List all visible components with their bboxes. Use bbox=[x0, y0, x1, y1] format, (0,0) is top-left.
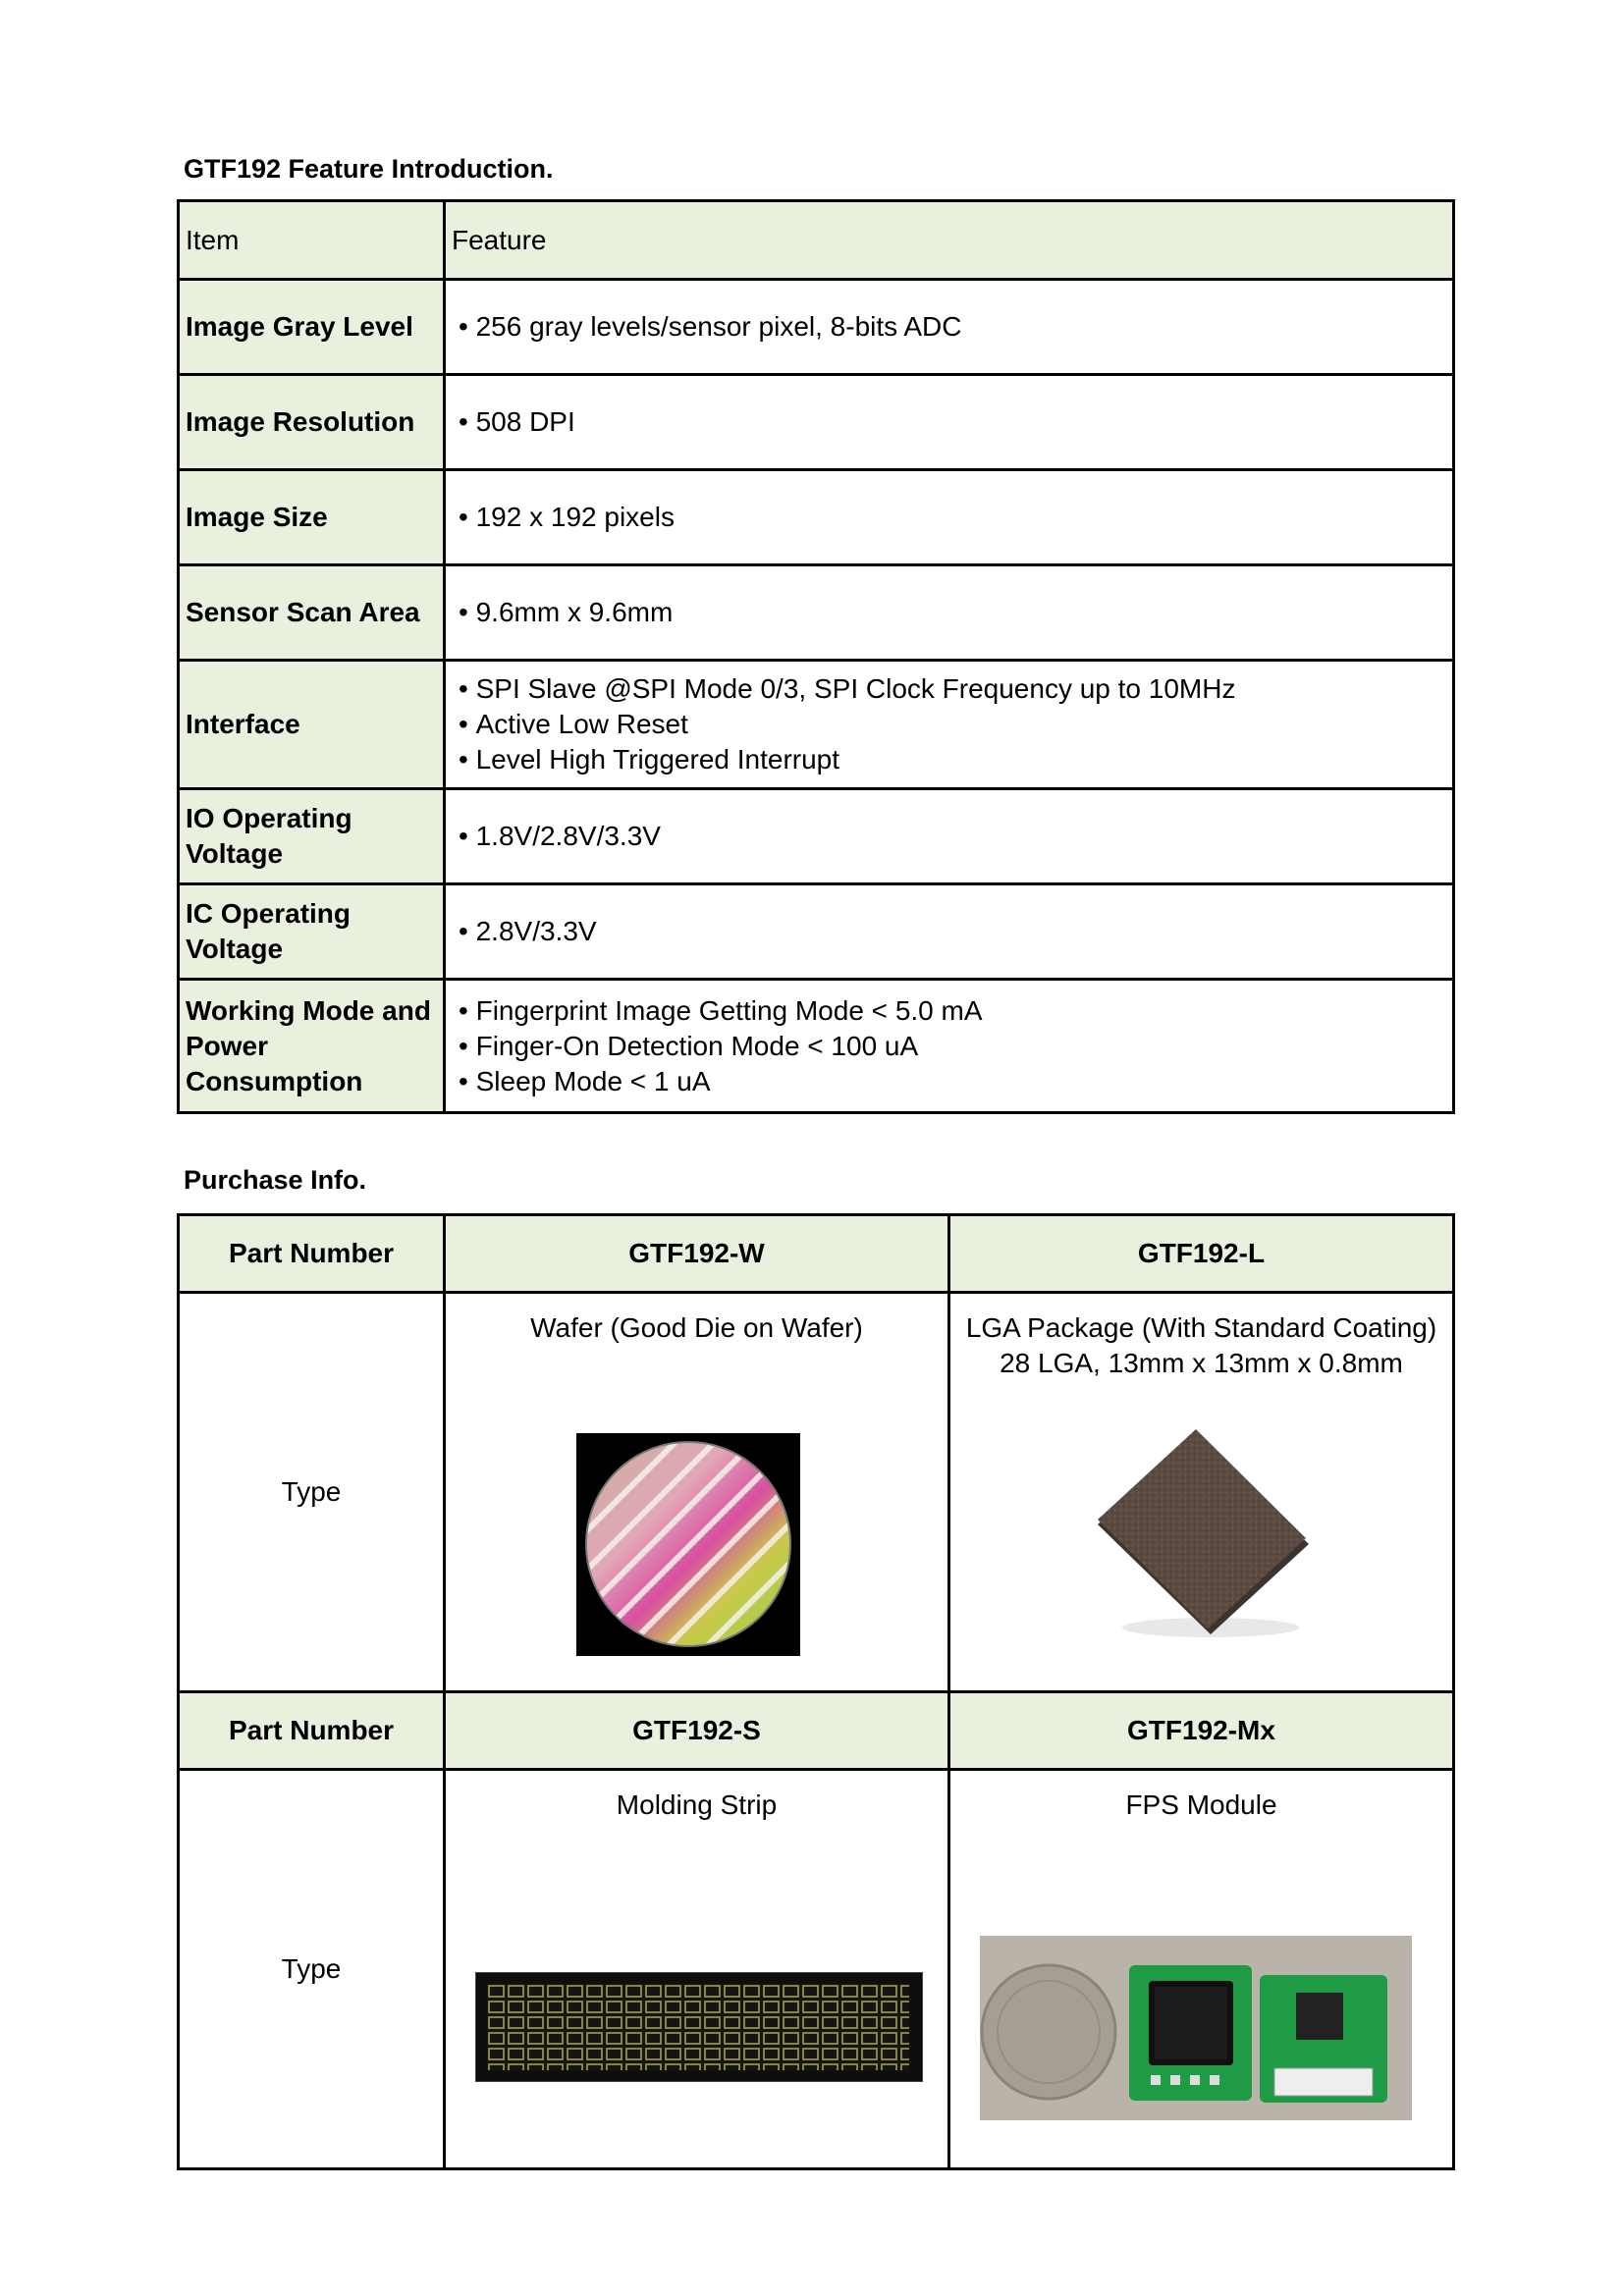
item-cell: Sensor Scan Area bbox=[179, 565, 445, 661]
molding-strip-image bbox=[475, 1972, 923, 2082]
feature-line: • 256 gray levels/sensor pixel, 8-bits ADC bbox=[459, 309, 1452, 345]
feature-cell bbox=[445, 884, 1454, 980]
table-row bbox=[179, 661, 1454, 789]
type-cell bbox=[949, 1293, 1454, 1692]
type-description bbox=[950, 1310, 1452, 1381]
table-row bbox=[179, 375, 1454, 470]
fps-module-image bbox=[980, 1936, 1412, 2120]
item-line: Voltage bbox=[186, 934, 284, 964]
feature-line: • Sleep Mode < 1 uA bbox=[459, 1064, 1452, 1099]
item-line: IO Operating bbox=[186, 803, 352, 833]
type-description bbox=[950, 1788, 1452, 1823]
type-cell bbox=[445, 1770, 949, 2169]
type-label: Type bbox=[179, 1293, 445, 1692]
table-row bbox=[179, 789, 1454, 884]
type-cell bbox=[949, 1770, 1454, 2169]
part-number: GTF192-L bbox=[949, 1215, 1454, 1293]
item-line: Power bbox=[186, 1030, 269, 1061]
feature-cell bbox=[445, 375, 1454, 470]
feature-line: • SPI Slave @SPI Mode 0/3, SPI Clock Frequency up to 10MHz bbox=[459, 671, 1452, 707]
feature-line: • 192 x 192 pixels bbox=[459, 500, 1452, 535]
item-column-header: Item bbox=[179, 201, 445, 280]
item-cell: Image Resolution bbox=[179, 375, 445, 470]
purchase-table bbox=[177, 1213, 1455, 2170]
type-cell bbox=[445, 1293, 949, 1692]
part-number-row bbox=[179, 1692, 1454, 1770]
item-cell: Image Size bbox=[179, 470, 445, 565]
part-number-label: Part Number bbox=[179, 1692, 445, 1770]
type-line: LGA Package (With Standard Coating) bbox=[965, 1312, 1437, 1343]
lga-package-image bbox=[1078, 1426, 1333, 1652]
feature-cell bbox=[445, 980, 1454, 1113]
feature-column-header: Feature bbox=[445, 201, 1454, 280]
table-row bbox=[179, 980, 1454, 1113]
purchase-section-title: Purchase Info. bbox=[184, 1165, 367, 1195]
feature-cell bbox=[445, 565, 1454, 661]
wafer-image bbox=[576, 1433, 800, 1656]
table-row bbox=[179, 565, 1454, 661]
feature-line: • Fingerprint Image Getting Mode < 5.0 mA bbox=[459, 993, 1452, 1029]
item-line: Working Mode and bbox=[186, 994, 431, 1026]
feature-cell bbox=[445, 661, 1454, 789]
item-line: IC Operating bbox=[186, 898, 352, 929]
item-line: Voltage bbox=[186, 838, 284, 869]
type-row bbox=[179, 1770, 1454, 2169]
type-label: Type bbox=[179, 1770, 445, 2169]
type-description bbox=[446, 1788, 947, 1823]
part-number-row bbox=[179, 1215, 1454, 1293]
item-cell: Image Gray Level bbox=[179, 280, 445, 375]
type-line: FPS Module bbox=[1125, 1789, 1277, 1820]
table-row bbox=[179, 470, 1454, 565]
item-cell bbox=[179, 789, 445, 884]
type-line: Molding Strip bbox=[616, 1789, 778, 1820]
part-number: GTF192-S bbox=[445, 1692, 949, 1770]
part-number-label: Part Number bbox=[179, 1215, 445, 1293]
feature-line: • Level High Triggered Interrupt bbox=[459, 742, 1452, 777]
feature-line: • 508 DPI bbox=[459, 404, 1452, 440]
feature-cell bbox=[445, 280, 1454, 375]
feature-cell bbox=[445, 789, 1454, 884]
item-cell bbox=[179, 884, 445, 980]
feature-line: • Finger-On Detection Mode < 100 uA bbox=[459, 1029, 1452, 1064]
table-row bbox=[179, 884, 1454, 980]
item-line: Consumption bbox=[186, 1065, 363, 1096]
table-header-row bbox=[179, 201, 1454, 280]
feature-line: • 1.8V/2.8V/3.3V bbox=[459, 819, 1452, 854]
feature-line: • 9.6mm x 9.6mm bbox=[459, 595, 1452, 630]
feature-table bbox=[177, 199, 1455, 1114]
type-line: 28 LGA, 13mm x 13mm x 0.8mm bbox=[1000, 1348, 1403, 1378]
type-row bbox=[179, 1293, 1454, 1692]
part-number: GTF192-W bbox=[445, 1215, 949, 1293]
feature-line: • 2.8V/3.3V bbox=[459, 914, 1452, 949]
table-row bbox=[179, 280, 1454, 375]
feature-cell bbox=[445, 470, 1454, 565]
feature-line: • Active Low Reset bbox=[459, 707, 1452, 742]
item-cell: Interface bbox=[179, 661, 445, 789]
part-number: GTF192-Mx bbox=[949, 1692, 1454, 1770]
item-cell bbox=[179, 980, 445, 1113]
feature-section-title: GTF192 Feature Introduction. bbox=[184, 154, 554, 184]
type-line: Wafer (Good Die on Wafer) bbox=[530, 1312, 863, 1343]
type-description bbox=[446, 1310, 947, 1346]
